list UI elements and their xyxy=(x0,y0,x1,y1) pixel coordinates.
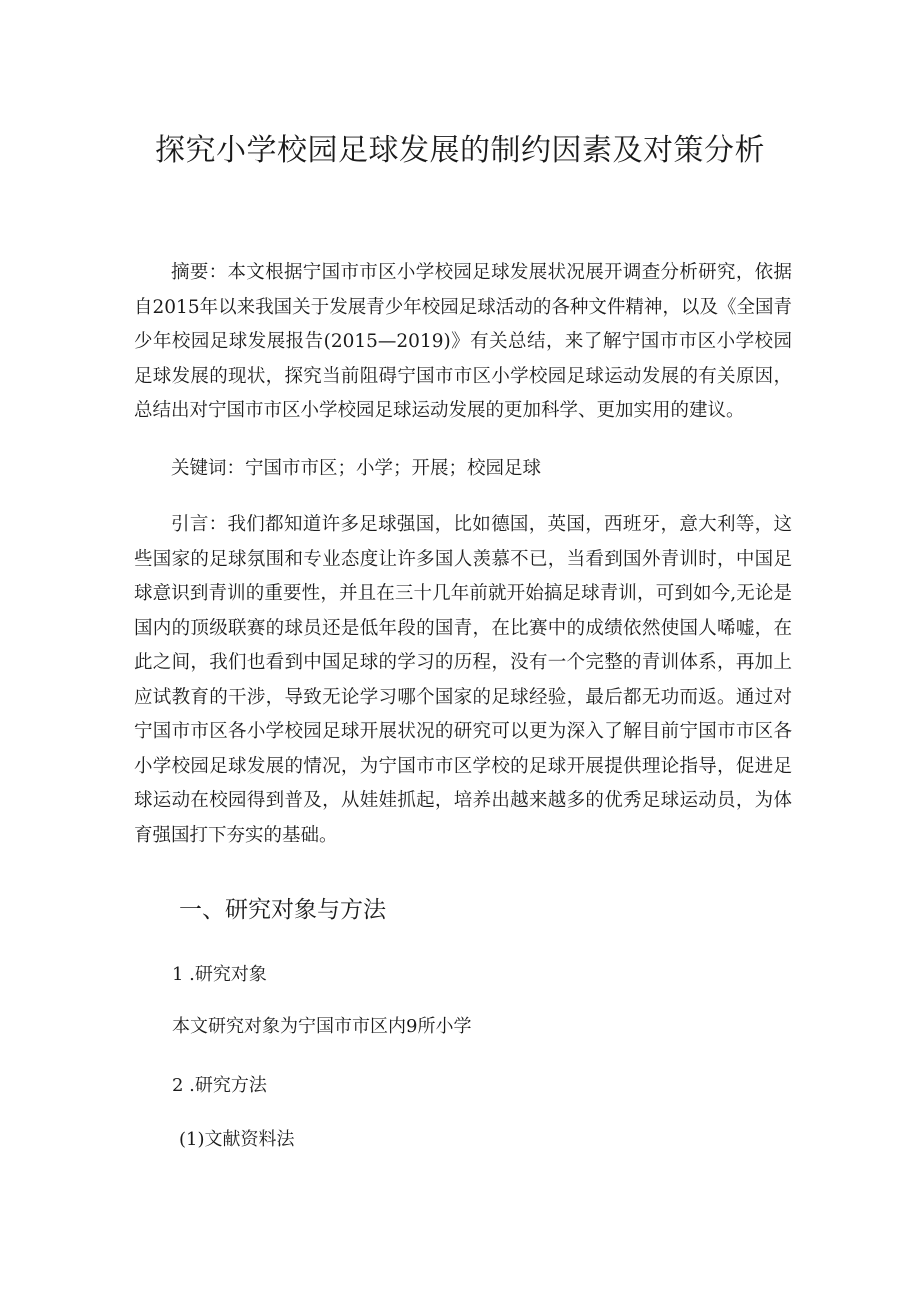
method-item-literature: (1)文献资料法 xyxy=(179,1129,295,1150)
subsection-heading-research-method: 2 .研究方法 xyxy=(172,1075,267,1096)
document-title: 探究小学校园足球发展的制约因素及对策分析 xyxy=(155,133,765,168)
subsection-heading-research-object: 1 .研究对象 xyxy=(172,964,267,985)
abstract-paragraph: 摘要：本文根据宁国市市区小学校园足球发展状况展开调查分析研究，依据自2015年以来我国关于发展青少年校园足球活动的各种文件精神，以及《全国青少年校园足球发展报告(2015—2019)》有关总结，来了解宁国市市区小学校园足球发展的现状，探究当前阻碍宁国市市区小学校园足球运动发展的有关原因，总结出对宁国市市区小学校园足球运动发展的更加科学、更加实用的建议。 xyxy=(134,262,792,421)
keywords-paragraph: 关键词：宁国市市区；小学；开展；校园足球 xyxy=(171,458,542,479)
introduction-paragraph: 引言：我们都知道许多足球强国，比如德国，英国，西班牙，意大利等，这些国家的足球氛围和专业态度让许多国人羡慕不已，当看到国外青训时，中国足球意识到青训的重要性，并且在三十几年前就开始搞足球青训，可到如今,无论是国内的顶级联赛的球员还是低年段的国青，在比赛中的成绩依然使国人唏嘘，在此之间，我们也看到中国足球的学习的历程，没有一个完整的青训体系，再加上应试教育的干涉，导致无论学习哪个国家的足球经验，最后都无功而返。通过对宁国市市区各小学校园足球开展状况的研究可以更为深入了解目前宁国市市区各小学校园足球发展的情况，为宁国市市区学校的足球开展提供理论指导，促进足球运动在校园得到普及，从娃娃抓起，培养出越来越多的优秀足球运动员，为体育强国打下夯实的基础。 xyxy=(134,514,792,846)
research-object-text: 本文研究对象为宁国市市区内9所小学 xyxy=(172,1016,472,1037)
section-heading: 一、研究对象与方法 xyxy=(179,897,386,923)
